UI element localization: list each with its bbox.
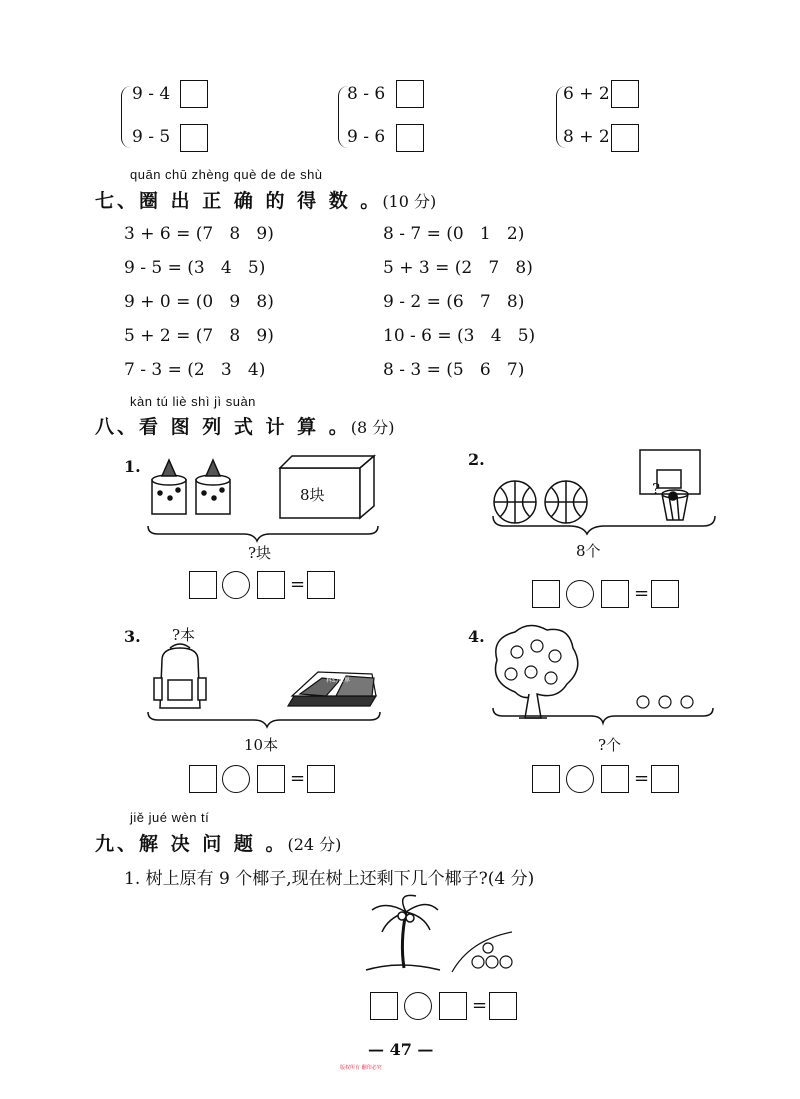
- circle-row[interactable]: 10 - 6 = (3 4 5): [383, 326, 536, 346]
- backpack-icon: [154, 644, 206, 708]
- footer-notice: 版权所有 翻印必究: [340, 1065, 382, 1071]
- equation-box[interactable]: [189, 765, 217, 793]
- equation-box[interactable]: [307, 765, 335, 793]
- answer-box[interactable]: [396, 124, 424, 152]
- hoop-icon: [640, 450, 700, 520]
- section8-title: [95, 412, 394, 439]
- basketball-icon: [545, 481, 587, 523]
- section7-points: (10 分): [382, 192, 437, 211]
- equation-box[interactable]: [439, 992, 467, 1020]
- operator-circle[interactable]: [222, 765, 250, 793]
- question-1: 1. 树上原有 9 个椰子,现在树上还剩下几个椰子?(4 分): [124, 869, 535, 889]
- equals-sign: =: [290, 768, 306, 789]
- equation-box[interactable]: [532, 580, 560, 608]
- section9-title: [95, 829, 341, 856]
- section7-title-text: 七、圈 出 正 确 的 得 数 。: [95, 190, 383, 212]
- equals-sign: =: [634, 768, 650, 789]
- cake-icon: [152, 460, 186, 514]
- section8-pinyin: kàn tú liè shì jì suàn: [130, 394, 256, 409]
- equation-box[interactable]: [257, 571, 285, 599]
- box-label: 8块: [300, 486, 325, 504]
- basketball-picture: [485, 446, 725, 546]
- total-label: 8个: [576, 542, 601, 560]
- equation-box[interactable]: [257, 765, 285, 793]
- section7-title: [95, 186, 436, 213]
- equals-sign: =: [634, 583, 650, 604]
- palm-tree-icon: [366, 895, 440, 970]
- operator-circle[interactable]: [566, 765, 594, 793]
- book-label: 科幻世界: [326, 677, 351, 684]
- circle-row[interactable]: 9 + 0 = (0 9 8): [124, 292, 274, 312]
- equation-box[interactable]: [532, 765, 560, 793]
- answer-box[interactable]: [180, 80, 208, 108]
- answer-box[interactable]: [396, 80, 424, 108]
- peach-icon: [637, 696, 693, 708]
- section9-pinyin: jiě jué wèn tí: [130, 810, 210, 825]
- total-label: ?块: [248, 544, 272, 562]
- circle-row[interactable]: 8 - 3 = (5 6 7): [383, 360, 525, 380]
- expression: 9 - 4: [132, 84, 171, 104]
- equation-box[interactable]: [370, 992, 398, 1020]
- problem-number: 1.: [124, 457, 141, 476]
- problem-number: 2.: [468, 450, 485, 469]
- equation-box[interactable]: [307, 571, 335, 599]
- page-number: — 47 —: [368, 1040, 434, 1059]
- expression: 6 + 2: [563, 84, 610, 104]
- peach-tree-picture: [485, 622, 725, 732]
- section8-points: (8 分): [350, 418, 395, 437]
- circle-row[interactable]: 8 - 7 = (0 1 2): [383, 224, 525, 244]
- expression: 9 - 6: [347, 127, 386, 147]
- total-label: 10本: [244, 736, 279, 754]
- operator-circle[interactable]: [566, 580, 594, 608]
- circle-row[interactable]: 5 + 3 = (2 7 8): [383, 258, 533, 278]
- equation-box[interactable]: [601, 580, 629, 608]
- basketball-icon: [494, 481, 536, 523]
- top-label: ?本: [172, 626, 196, 644]
- answer-box[interactable]: [180, 124, 208, 152]
- cake-icon: [196, 460, 230, 514]
- equals-sign: =: [472, 995, 488, 1016]
- expression: 8 - 6: [347, 84, 386, 104]
- answer-box[interactable]: [611, 80, 639, 108]
- section9-title-text: 九、解 决 问 题 。: [95, 833, 288, 855]
- brace: [121, 86, 132, 148]
- section8-title-text: 八、看 图 列 式 计 算 。: [95, 416, 351, 438]
- section7-pinyin: quān chū zhèng què de de shù: [130, 167, 323, 182]
- circle-row[interactable]: 7 - 3 = (2 3 4): [124, 360, 266, 380]
- problem-number: 3.: [124, 627, 141, 646]
- coconut-icon: [452, 932, 512, 972]
- equation-box[interactable]: [651, 765, 679, 793]
- question-mark: ?: [652, 480, 661, 498]
- equation-box[interactable]: [601, 765, 629, 793]
- expression: 8 + 2: [563, 127, 610, 147]
- equation-box[interactable]: [189, 571, 217, 599]
- operator-circle[interactable]: [222, 571, 250, 599]
- total-brace: [148, 712, 380, 727]
- circle-row[interactable]: 9 - 2 = (6 7 8): [383, 292, 525, 312]
- total-label: ?个: [598, 736, 622, 754]
- circle-row[interactable]: 3 + 6 = (7 8 9): [124, 224, 274, 244]
- section9-points: (24 分): [287, 835, 342, 854]
- circle-row[interactable]: 9 - 5 = (3 4 5): [124, 258, 266, 278]
- answer-box[interactable]: [611, 124, 639, 152]
- total-brace: [148, 526, 378, 541]
- expression: 9 - 5: [132, 127, 171, 147]
- circle-row[interactable]: 5 + 2 = (7 8 9): [124, 326, 274, 346]
- equation-box[interactable]: [489, 992, 517, 1020]
- operator-circle[interactable]: [404, 992, 432, 1020]
- coconut-tree-picture: [360, 892, 520, 976]
- problem-number: 4.: [468, 627, 485, 646]
- backpack-books-picture: [140, 642, 390, 732]
- equals-sign: =: [290, 574, 306, 595]
- cake-picture: [140, 448, 390, 548]
- equation-box[interactable]: [651, 580, 679, 608]
- box-icon: [280, 456, 374, 518]
